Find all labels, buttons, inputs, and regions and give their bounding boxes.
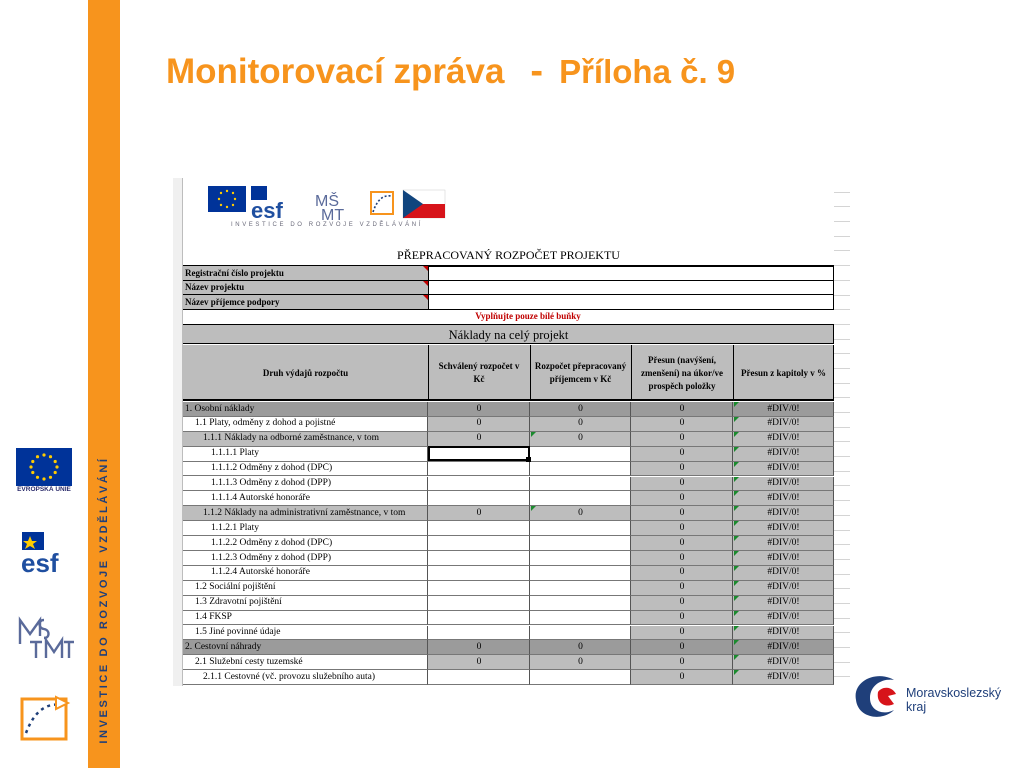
title-main: Monitorovací zpráva bbox=[166, 52, 505, 91]
row-label-cell-text: 1.1.1.3 Odměny z dohod (DPP) bbox=[211, 478, 332, 488]
grid-line bbox=[834, 472, 850, 487]
revised-budget-cell-text: 0 bbox=[578, 507, 583, 518]
region-name: Moravskoslezský bbox=[906, 686, 1002, 700]
transfer-cell-text: 0 bbox=[679, 507, 685, 518]
approved-budget-cell[interactable] bbox=[428, 566, 530, 581]
grid-line bbox=[834, 354, 850, 369]
revised-budget-cell-text: 0 bbox=[578, 403, 583, 414]
transfer-cell-text: 0 bbox=[679, 671, 685, 682]
approved-budget-cell[interactable] bbox=[428, 611, 530, 626]
svg-text:esf: esf bbox=[21, 548, 59, 574]
transfer-cell-text: 0 bbox=[679, 433, 685, 444]
revised-budget-cell[interactable] bbox=[530, 670, 631, 685]
info-input-cell[interactable] bbox=[428, 266, 834, 281]
grid-line bbox=[834, 633, 850, 648]
grid-line bbox=[834, 428, 850, 443]
header-divider bbox=[428, 345, 429, 401]
revised-budget-cell[interactable] bbox=[530, 581, 631, 596]
revised-budget-cell[interactable] bbox=[530, 491, 631, 506]
grid-line bbox=[834, 575, 850, 590]
formula-marker bbox=[531, 432, 536, 437]
revised-budget-cell[interactable] bbox=[530, 566, 631, 581]
transfer-percent-cell-text: #DIV/0! bbox=[767, 641, 800, 652]
row-label-cell-text: 2.1 Služební cesty tuzemské bbox=[195, 656, 303, 667]
header-divider bbox=[631, 345, 632, 401]
approved-budget-cell[interactable] bbox=[428, 491, 530, 506]
info-input-cell[interactable] bbox=[428, 281, 834, 296]
revised-budget-cell-text: 0 bbox=[578, 418, 583, 429]
grid-line bbox=[834, 266, 850, 281]
formula-marker bbox=[734, 611, 739, 616]
revised-budget-cell[interactable] bbox=[530, 551, 631, 566]
esf-logo-icon bbox=[20, 530, 72, 574]
grid-line bbox=[834, 648, 850, 663]
row-label-cell-text: 1.1.2.1 Platy bbox=[211, 522, 260, 533]
formula-marker bbox=[734, 477, 739, 482]
grid-line bbox=[834, 545, 850, 560]
grid-line bbox=[834, 251, 850, 266]
grid-line bbox=[834, 237, 850, 252]
notice-text: Vyplňujte pouze bílé buňky bbox=[475, 311, 581, 321]
selected-cell[interactable] bbox=[428, 446, 530, 461]
row-label-cell-text: 1.4 FKSP bbox=[195, 612, 232, 623]
revised-budget-cell[interactable] bbox=[530, 626, 631, 641]
transfer-cell-text: 0 bbox=[679, 418, 685, 429]
grid-line bbox=[834, 398, 850, 413]
transfer-percent-cell-text: #DIV/0! bbox=[767, 552, 800, 563]
grid-line bbox=[834, 340, 850, 355]
transfer-percent-cell-text: #DIV/0! bbox=[767, 463, 800, 474]
formula-marker bbox=[734, 581, 739, 586]
grid-line bbox=[834, 604, 850, 619]
transfer-percent-cell-text: #DIV/0! bbox=[767, 433, 800, 444]
strip-caption: INVESTICE DO ROZVOJE VZDĚLÁVÁNÍ bbox=[231, 222, 423, 228]
formula-marker bbox=[734, 402, 739, 407]
revised-budget-cell[interactable] bbox=[530, 536, 631, 551]
msmt-logo-icon bbox=[16, 614, 76, 660]
approved-budget-cell[interactable] bbox=[428, 596, 530, 611]
approved-budget-cell-text: 0 bbox=[476, 418, 482, 429]
formula-marker bbox=[734, 432, 739, 437]
formula-marker bbox=[734, 447, 739, 452]
row-label-cell-text: 1.5 Jiné povinné údaje bbox=[195, 627, 281, 637]
transfer-percent-cell-text: #DIV/0! bbox=[767, 612, 800, 623]
row-label-cell-text: 1.1.1.4 Autorské honoráře bbox=[211, 492, 310, 503]
transfer-cell-text: 0 bbox=[679, 537, 685, 548]
formula-marker bbox=[734, 566, 739, 571]
column-header: Schválený rozpočet v Kč bbox=[438, 361, 520, 384]
row-label-cell-text: 1.1.2.2 Odměny z dohod (DPČ) bbox=[211, 537, 333, 548]
revised-budget-cell[interactable] bbox=[530, 447, 631, 462]
transfer-percent-cell-text: #DIV/0! bbox=[767, 567, 800, 578]
grid-line bbox=[834, 516, 850, 531]
transfer-cell-text: 0 bbox=[679, 403, 685, 414]
grid-line bbox=[834, 442, 850, 457]
formula-marker bbox=[734, 551, 739, 556]
info-label: Registrační číslo projektu bbox=[185, 267, 284, 278]
column-header: Přesun (navýšení, zmenšení) na úkor/ve prospěch položky bbox=[641, 354, 723, 391]
row-label-cell-text: 1.2 Sociální pojištění bbox=[195, 582, 276, 593]
grid-line bbox=[834, 310, 850, 325]
transfer-cell-text: 0 bbox=[679, 641, 685, 652]
title-dash: - bbox=[530, 50, 544, 92]
transfer-percent-cell-text: #DIV/0! bbox=[767, 507, 800, 518]
transfer-cell-text: 0 bbox=[679, 582, 685, 593]
transfer-percent-cell-text: #DIV/0! bbox=[767, 403, 800, 414]
transfer-percent-cell-text: #DIV/0! bbox=[767, 537, 800, 548]
approved-budget-cell-text: 0 bbox=[476, 403, 482, 414]
formula-marker bbox=[734, 491, 739, 496]
grid-line bbox=[834, 457, 850, 472]
transfer-percent-cell-text: #DIV/0! bbox=[767, 448, 800, 459]
transfer-percent-cell-text: #DIV/0! bbox=[767, 656, 800, 667]
formula-marker bbox=[734, 506, 739, 511]
sheet-title: PŘEPRACOVANÝ ROZPOČET PROJEKTU bbox=[183, 244, 834, 266]
grid-line bbox=[834, 178, 850, 193]
formula-marker bbox=[734, 417, 739, 422]
transfer-cell-text: 0 bbox=[679, 567, 685, 578]
header-divider bbox=[530, 345, 531, 401]
approved-budget-cell[interactable] bbox=[428, 521, 530, 536]
grid-line bbox=[834, 281, 850, 296]
grid-line bbox=[834, 486, 850, 501]
row-label-cell-text: 2.1.1 Cestovné (vč. provozu služebního auta) bbox=[203, 671, 376, 682]
region-logo-text bbox=[906, 686, 1001, 714]
row-label-cell-text: 1.1.1.2 Odměny z dohod (DPČ) bbox=[211, 463, 333, 474]
approved-budget-cell[interactable] bbox=[428, 462, 530, 477]
grid-line bbox=[834, 296, 850, 311]
row-label-cell-text: 1.1 Platy, odměny z dohod a pojistné bbox=[195, 418, 336, 429]
header-divider bbox=[733, 345, 734, 401]
grid-line bbox=[834, 560, 850, 575]
approved-budget-cell-text: 0 bbox=[476, 433, 482, 444]
row-label-cell-text: 1.1.2 Náklady na administrativní zaměstnance, v tom bbox=[203, 507, 406, 518]
grid-line bbox=[834, 619, 850, 634]
approved-budget-cell-text: 0 bbox=[476, 507, 482, 518]
grid-line bbox=[834, 501, 850, 516]
transfer-percent-cell-text: #DIV/0! bbox=[767, 582, 800, 593]
transfer-percent-cell-text: #DIV/0! bbox=[767, 418, 800, 429]
column-header: Rozpočet přepracovaný příjemcem v Kč bbox=[534, 361, 627, 384]
grid-line bbox=[834, 413, 850, 428]
approved-budget-cell-text: 0 bbox=[476, 656, 482, 667]
transfer-cell-text: 0 bbox=[679, 492, 685, 503]
transfer-cell-text: 0 bbox=[679, 627, 685, 637]
transfer-percent-cell-text: #DIV/0! bbox=[767, 671, 800, 682]
transfer-cell-text: 0 bbox=[679, 597, 685, 608]
info-label: Název projektu bbox=[185, 282, 245, 293]
row-label-cell-text: 1.1.2.3 Odměny z dohod (DPP) bbox=[211, 552, 332, 563]
region-type: kraj bbox=[906, 700, 927, 714]
revised-budget-cell[interactable] bbox=[530, 477, 631, 492]
approved-budget-cell-text: 0 bbox=[476, 641, 482, 652]
row-number-column bbox=[173, 178, 183, 686]
row-label-cell-text: 1.1.1.1 Platy bbox=[211, 448, 260, 459]
logo-strip bbox=[207, 182, 452, 238]
formula-marker bbox=[734, 670, 739, 675]
approved-budget-cell[interactable] bbox=[428, 670, 530, 685]
revised-budget-cell[interactable] bbox=[530, 596, 631, 611]
slide-title bbox=[166, 50, 735, 93]
transfer-cell-text: 0 bbox=[679, 463, 685, 474]
formula-marker bbox=[734, 521, 739, 526]
formula-marker bbox=[734, 640, 739, 645]
grid-line bbox=[834, 531, 850, 546]
formula-marker bbox=[734, 655, 739, 660]
transfer-percent-cell-text: #DIV/0! bbox=[767, 478, 800, 488]
approved-budget-cell[interactable] bbox=[428, 626, 530, 641]
transfer-cell-text: 0 bbox=[679, 656, 685, 667]
grid-line bbox=[834, 369, 850, 384]
row-label-cell-text: 2. Cestovní náhrady bbox=[185, 641, 262, 652]
formula-marker bbox=[734, 462, 739, 467]
revised-budget-cell[interactable] bbox=[530, 462, 631, 477]
fill-handle[interactable] bbox=[526, 457, 531, 462]
revised-budget-cell[interactable] bbox=[530, 521, 631, 536]
info-label: Název příjemce podpory bbox=[185, 296, 280, 307]
formula-marker bbox=[734, 626, 739, 631]
row-label-cell-text: 1.3 Zdravotní pojištění bbox=[195, 597, 282, 608]
transfer-percent-cell-text: #DIV/0! bbox=[767, 627, 800, 637]
revised-budget-cell-text: 0 bbox=[578, 433, 583, 444]
side-slogan: INVESTICE DO ROZVOJE VZDĚLÁVÁNÍ bbox=[98, 456, 110, 744]
transfer-cell-text: 0 bbox=[679, 552, 685, 563]
grid-line bbox=[834, 222, 850, 237]
grid-line bbox=[834, 384, 850, 399]
budget-spreadsheet bbox=[173, 178, 850, 686]
education-investment-icon bbox=[16, 693, 72, 745]
row-label-cell-text: 1.1.1 Náklady na odborné zaměstnance, v tom bbox=[203, 433, 379, 444]
transfer-percent-cell-text: #DIV/0! bbox=[767, 522, 800, 533]
column-header: Přesun z kapitoly v % bbox=[740, 367, 826, 378]
transfer-cell-text: 0 bbox=[679, 612, 685, 623]
grid-line bbox=[834, 207, 850, 222]
revised-budget-cell-text: 0 bbox=[578, 641, 583, 652]
transfer-cell-text: 0 bbox=[679, 522, 685, 533]
svg-text:MT: MT bbox=[321, 207, 345, 224]
transfer-percent-cell-text: #DIV/0! bbox=[767, 597, 800, 608]
row-label-cell-text: 1.1.2.4 Autorské honoráře bbox=[211, 567, 310, 578]
eu-flag-icon bbox=[16, 448, 72, 486]
svg-text:MŠ: MŠ bbox=[315, 193, 339, 210]
revised-budget-cell-text: 0 bbox=[578, 656, 583, 667]
formula-marker bbox=[734, 536, 739, 541]
approved-budget-cell[interactable] bbox=[428, 551, 530, 566]
formula-marker bbox=[734, 596, 739, 601]
approved-budget-cell[interactable] bbox=[428, 477, 530, 492]
transfer-cell-text: 0 bbox=[679, 478, 685, 488]
right-grid-column bbox=[834, 178, 850, 686]
grid-line bbox=[834, 325, 850, 340]
column-header: Druh výdajů rozpočtu bbox=[262, 367, 349, 378]
revised-budget-cell[interactable] bbox=[530, 611, 631, 626]
grid-line bbox=[834, 589, 850, 604]
approved-budget-cell[interactable] bbox=[428, 581, 530, 596]
row-label-cell-text: 1. Osobní náklady bbox=[185, 403, 255, 414]
title-subtitle: Příloha č. 9 bbox=[559, 53, 736, 90]
transfer-percent-cell-text: #DIV/0! bbox=[767, 492, 800, 503]
grid-line bbox=[834, 193, 850, 208]
svg-text:esf: esf bbox=[251, 198, 283, 223]
section-title: Náklady na celý projekt bbox=[448, 328, 569, 342]
approved-budget-cell[interactable] bbox=[428, 536, 530, 551]
transfer-cell-text: 0 bbox=[679, 448, 685, 459]
eu-caption: EVROPSKÁ UNIE bbox=[17, 486, 71, 493]
formula-marker bbox=[531, 506, 536, 511]
info-input-cell[interactable] bbox=[428, 295, 834, 310]
